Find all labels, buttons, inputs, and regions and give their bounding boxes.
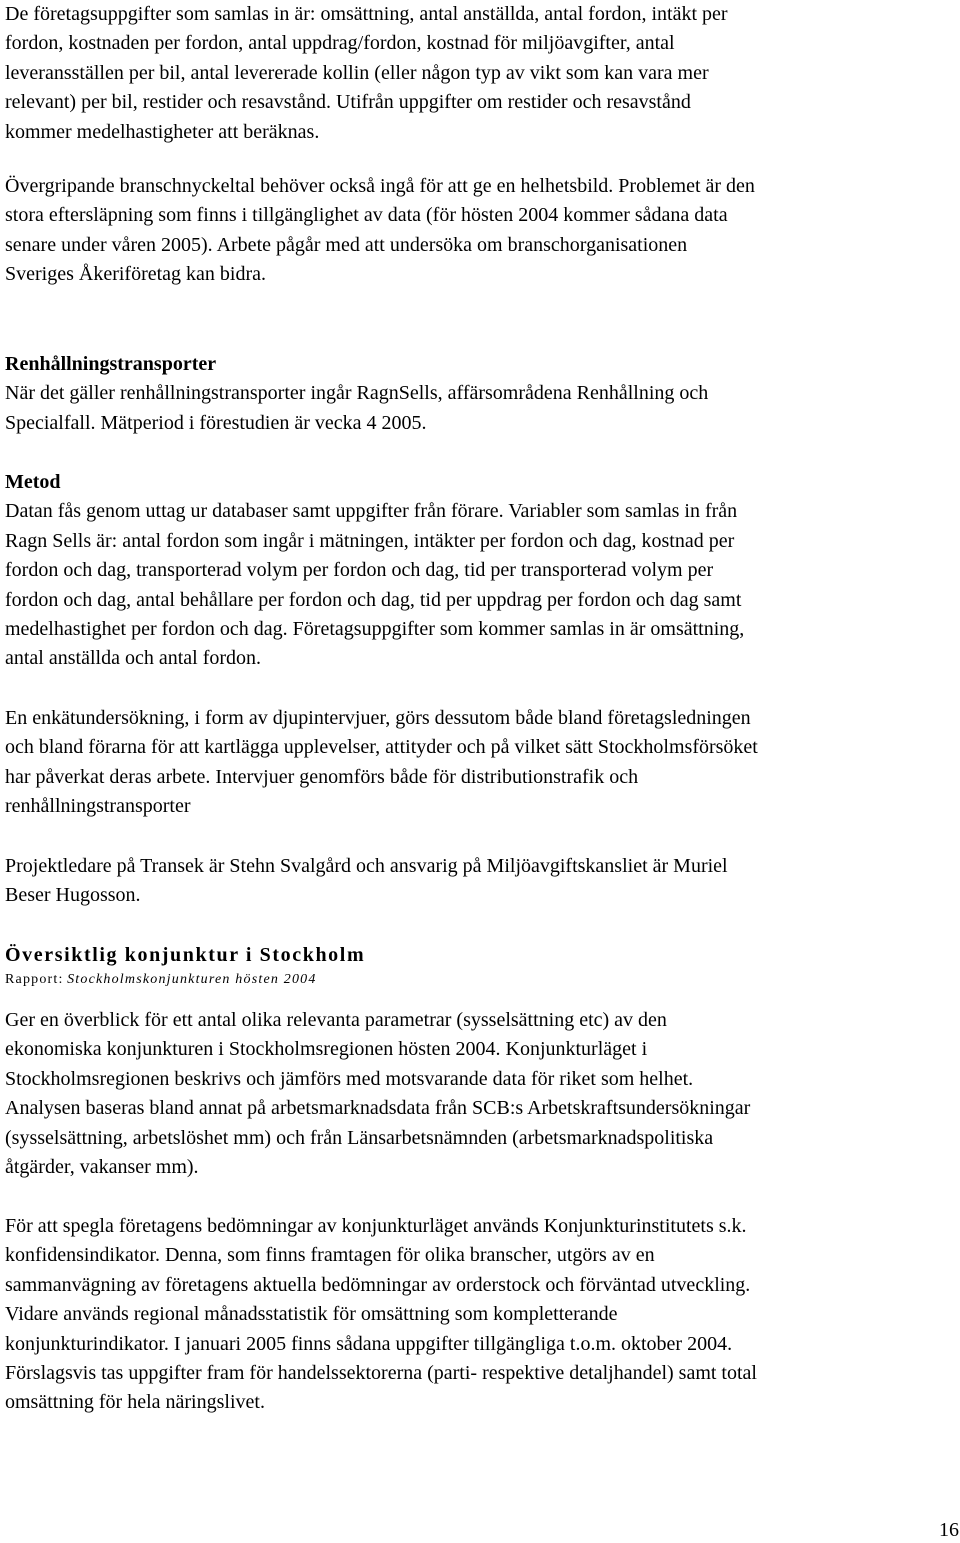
text-line: Specialfall. Mätperiod i förestudien är vecka 4 2005.: [5, 411, 427, 434]
section-metod: [5, 468, 744, 674]
text-line: ekonomiska konjunkturen i Stockholmsregionen hösten 2004. Konjunkturläget i: [5, 1038, 648, 1061]
text-line: medelhastighet per fordon och dag. Företagsuppgifter som kommer samlas in är omsättning,: [5, 618, 745, 641]
report-reference: [5, 970, 365, 990]
paragraph-project-leads: [5, 852, 728, 911]
text-line: (sysselsättning, arbetslöshet mm) och från Länsarbetsnämnden (arbetsmarknadspolitiska: [5, 1126, 714, 1149]
text-line: Beser Hugosson.: [5, 884, 141, 907]
text-line: Övergripande branschnyckeltal behöver också ingå för att ge en helhetsbild. Problemet är den: [5, 175, 755, 197]
text-line: De företagsuppgifter som samlas in är: omsättning, antal anställda, antal fordon, intäkt per: [5, 3, 728, 25]
text-line: Sveriges Åkeriföretag kan bidra.: [5, 263, 267, 286]
text-line: antal anställda och antal fordon.: [5, 647, 262, 670]
text-line: har påverkat deras arbete. Intervjuer genomförs både för distributionstrafik och: [5, 765, 639, 788]
text-line: konjunkturindikator. I januari 2005 finns sådana uppgifter tillgängliga t.o.m. oktober 2004.: [5, 1332, 733, 1355]
text-line: leveransställen per bil, antal levererade kollin (eller någon typ av vikt som kan vara mer: [5, 61, 709, 84]
paragraph-company-data: [5, 0, 728, 147]
text-line: senare under våren 2005). Arbete pågår med att undersöka om branschorganisationen: [5, 233, 688, 256]
paragraph-industry-metrics: [5, 172, 755, 290]
paragraph-overview: [5, 1006, 750, 1182]
text-line: kommer medelhastigheter att beräknas.: [5, 120, 320, 143]
report-title: Stockholmskonjunkturen hösten 2004: [67, 972, 317, 988]
text-line: För att spegla företagens bedömningar av konjunkturläget används Konjunkturinstitutets s.k.: [5, 1215, 747, 1237]
text-line: Ger en överblick för ett antal olika relevanta parametrar (sysselsättning etc) av den: [5, 1009, 667, 1031]
section-heading: Renhållningstransporter: [5, 353, 217, 375]
section-konjunktur-header: [5, 941, 365, 990]
text-line: Analysen baseras bland annat på arbetsmarknadsdata från SCB:s Arbetskraftsundersökningar: [5, 1097, 751, 1120]
text-line: Ragn Sells är: antal fordon som ingår i mätningen, intäkter per fordon och dag, kostnad per: [5, 529, 735, 552]
section-heading: Metod: [5, 471, 61, 493]
text-line: fordon och dag, antal behållare per fordon och dag, tid per uppdrag per fordon och dag samt: [5, 588, 742, 611]
text-line: Projektledare på Transek är Stehn Svalgård och ansvarig på Miljöavgiftskansliet är Muriel: [5, 855, 728, 877]
text-line: konfidensindikator. Denna, som finns framtagen för olika branscher, utgörs av en: [5, 1244, 655, 1267]
section-heading: Översiktlig konjunktur i Stockholm: [5, 944, 366, 966]
text-line: När det gäller renhållningstransporter ingår RagnSells, affärsområdena Renhållning och: [5, 382, 709, 405]
text-line: En enkätundersökning, i form av djupintervjuer, görs dessutom både bland företagsledningen: [5, 707, 751, 729]
text-line: Vidare används regional månadsstatistik för omsättning som kompletterande: [5, 1303, 618, 1326]
text-line: Datan fås genom uttag ur databaser samt uppgifter från förare. Variabler som samlas in från: [5, 500, 738, 523]
paragraph-confidence-indicator: [5, 1212, 757, 1418]
text-line: relevant) per bil, restider och resavstånd. Utifrån uppgifter om restider och resavstånd: [5, 91, 691, 114]
text-line: renhållningstransporter: [5, 795, 191, 818]
text-line: fordon, kostnaden per fordon, antal uppdrag/fordon, kostnad för miljöavgifter, antal: [5, 32, 675, 55]
section-renhallning: [5, 350, 708, 438]
paragraph-survey: [5, 704, 758, 822]
text-line: Stockholmsregionen beskrivs och jämförs med motsvarande data för riket som helhet.: [5, 1067, 694, 1090]
text-line: omsättning för hela näringslivet.: [5, 1391, 265, 1414]
text-line: Förslagsvis tas uppgifter fram för handelssektorerna (parti- respektive detaljhandel) samt total: [5, 1362, 757, 1385]
text-line: sammanvägning av företagens aktuella bedömningar av orderstock och förväntad utveckling.: [5, 1273, 751, 1296]
text-line: stora eftersläpning som finns i tillgänglighet av data (för hösten 2004 kommer sådana data: [5, 204, 728, 227]
text-line: fordon och dag, transporterad volym per fordon och dag, tid per transporterad volym per: [5, 559, 714, 582]
page-number: 16: [939, 1519, 959, 1541]
text-line: åtgärder, vakanser mm).: [5, 1156, 199, 1179]
text-line: och bland förarna för att kartlägga upplevelser, attityder och på vilket sätt Stockholmsförsöket: [5, 736, 758, 759]
report-label: Rapport:: [5, 972, 64, 988]
